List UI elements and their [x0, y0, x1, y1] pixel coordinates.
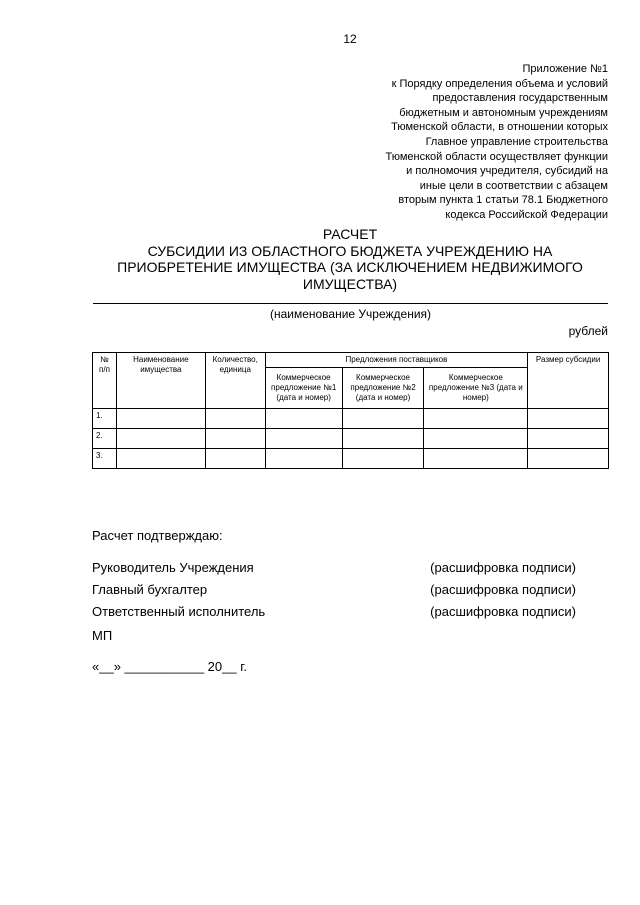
header-offer-3: Коммерческое предложение №3 (дата и номер) [424, 368, 528, 409]
cell-offer-2 [342, 409, 424, 429]
header-offer-1: Коммерческое предложение №1 (дата и номер) [265, 368, 342, 409]
page-number: 12 [343, 32, 357, 46]
cell-offer-2 [342, 429, 424, 449]
cell-offer-1 [265, 449, 342, 469]
cell-offer-3 [424, 409, 528, 429]
subsidy-calculation-table [92, 352, 609, 469]
cell-qty [205, 429, 265, 449]
confirmation-text: Расчет подтверждаю: [92, 528, 223, 543]
row-number: 2. [93, 429, 117, 449]
institution-caption: (наименование Учреждения) [269, 307, 432, 321]
row-number: 1. [93, 409, 117, 429]
title-line: СУБСИДИИ ИЗ ОБЛАСТНОГО БЮДЖЕТА УЧРЕЖДЕНИЮ НА [147, 242, 553, 259]
cell-name [116, 429, 205, 449]
cell-subsidy [528, 429, 609, 449]
header-num: № п/п [93, 353, 117, 409]
appendix-line: и полномочия учредителя, субсидий на [406, 165, 608, 178]
document-title [92, 226, 608, 292]
title-line: ПРИОБРЕТЕНИЕ ИМУЩЕСТВА (ЗА ИСКЛЮЧЕНИЕМ НЕДВИЖИМОГО [117, 259, 583, 275]
cell-subsidy [528, 449, 609, 469]
appendix-line: Главное управление строительства [425, 135, 608, 148]
appendix-line: к Порядку определения объема и условий [391, 77, 608, 90]
appendix-line: иные цели в соответствии с абзацем [419, 179, 608, 192]
appendix-reference [338, 62, 608, 223]
appendix-line: Приложение №1 [522, 63, 608, 75]
appendix-line: бюджетным и автономным учреждениям [399, 106, 608, 119]
header-subsidy: Размер субсидии [528, 353, 609, 409]
signature-role: Главный бухгалтер [92, 582, 208, 597]
table-header-row [93, 353, 609, 368]
cell-qty [205, 409, 265, 429]
cell-name [116, 449, 205, 469]
table-row [93, 429, 609, 449]
cell-offer-3 [424, 449, 528, 469]
stamp-placeholder: МП [92, 628, 113, 643]
appendix-line: кодекса Российской Федерации [445, 208, 608, 221]
cell-offer-1 [265, 409, 342, 429]
signature-role: Руководитель Учреждения [92, 560, 254, 575]
appendix-line: предоставления государственным [432, 92, 608, 105]
signature-decode: (расшифровка подписи) [430, 560, 576, 575]
cell-offer-2 [342, 449, 424, 469]
appendix-line: вторым пункта 1 статьи 78.1 Бюджетного [398, 194, 608, 207]
cell-offer-1 [265, 429, 342, 449]
cell-subsidy [528, 409, 609, 429]
appendix-line: Тюменской области, в отношении которых [391, 121, 608, 134]
appendix-line: Тюменской области осуществляет функции [385, 150, 608, 163]
header-offer-2: Коммерческое предложение №2 (дата и номер) [342, 368, 424, 409]
table-row [93, 409, 609, 429]
signature-decode: (расшифровка подписи) [430, 604, 576, 619]
signature-decode: (расшифровка подписи) [430, 582, 576, 597]
signature-role: Ответственный исполнитель [92, 604, 266, 619]
header-qty: Количество, единица [205, 353, 265, 409]
cell-offer-3 [424, 429, 528, 449]
header-name: Наименование имущества [116, 353, 205, 409]
header-offers: Предложения поставщиков [265, 353, 527, 368]
date-line: «__» ___________ 20__ г. [92, 659, 247, 674]
cell-name [116, 409, 205, 429]
table-row [93, 449, 609, 469]
title-line: РАСЧЕТ [322, 226, 378, 242]
row-number: 3. [93, 449, 117, 469]
institution-name-line [93, 303, 608, 304]
title-line: ИМУЩЕСТВА) [302, 275, 398, 292]
cell-qty [205, 449, 265, 469]
currency-unit: рублей [568, 324, 608, 338]
